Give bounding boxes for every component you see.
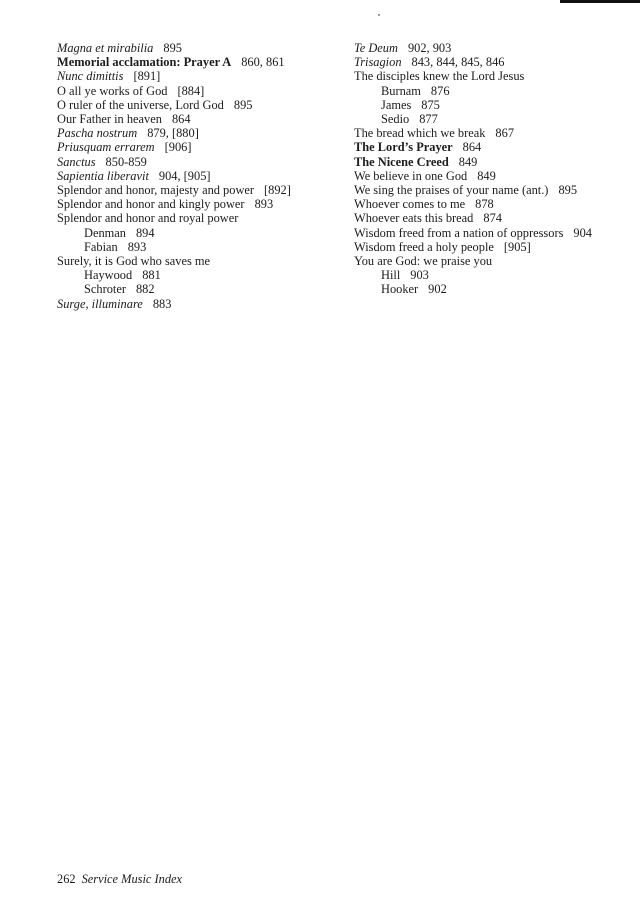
index-subentry [57,268,327,282]
index-entry [354,254,634,268]
entry-title: Sapientia liberavit [57,168,149,183]
entry-title: Whoever eats this bread [354,211,474,226]
entry-title: Magna et mirabilia [57,41,154,55]
index-subentry [354,84,634,98]
entry-reference: 894 [135,225,155,240]
entry-reference: [891] [133,69,161,84]
entry-reference: 875 [421,97,440,112]
entry-reference: 893 [254,197,274,212]
entry-title: Trisagion [354,55,402,70]
entry-title: O ruler of the universe, Lord God [57,97,224,112]
entry-title: Splendor and honor and kingly power [57,197,245,212]
index-entry [354,126,634,140]
entry-title: Whoever comes to me [354,197,466,212]
entry-reference: 883 [152,296,172,311]
index-entry [57,169,327,183]
entry-reference: 849 [458,154,478,169]
entry-reference: 864 [171,112,191,127]
entry-reference: [892] [264,183,291,198]
index-entry [354,211,634,225]
page-speck [378,14,380,16]
entry-reference: [906] [164,140,192,155]
index-entry [57,183,327,197]
index-entry [57,211,327,225]
entry-reference: 904 [573,225,592,240]
index-entry [57,197,327,211]
entry-reference: 876 [430,83,450,98]
entry-reference: 882 [135,282,155,297]
entry-title: Surge, illuminare [57,296,143,311]
index-entry [354,169,634,183]
entry-title: Splendor and honor and royal power [57,211,239,226]
entry-reference: 881 [142,268,161,283]
entry-reference: 864 [462,140,482,155]
entry-title: Pascha nostrum [57,126,138,141]
index-subentry [354,112,634,126]
entry-title: Wisdom freed a holy people [354,239,494,254]
index-left-column [57,41,327,311]
entry-title: Sedio [381,112,410,127]
entry-reference: [884] [177,83,205,98]
index-subentry [354,268,634,282]
entry-title: Our Father in heaven [57,112,162,127]
index-entry [354,197,634,211]
index-entry [354,41,634,55]
entry-reference: 895 [163,41,182,55]
entry-title: The Lord’s Prayer [354,140,453,155]
entry-title: Sanctus [57,154,96,169]
entry-title: The bread which we break [354,126,486,141]
entry-title: Hooker [381,282,419,297]
index-subentry [354,282,634,296]
footer-title: Service Music Index [81,872,183,886]
index-entry [57,55,327,69]
entry-title: Splendor and honor, majesty and power [57,183,255,198]
entry-title: The disciples knew the Lord Jesus [354,69,525,84]
entry-title: Nunc dimittis [57,69,124,84]
index-entry [57,126,327,140]
entry-title: O all ye works of God [57,83,168,98]
entry-title: The Nicene Creed [354,154,449,169]
entry-reference: 904, [905] [158,168,211,183]
index-right-column [354,41,634,297]
index-entry [57,297,327,311]
entry-title: Burnam [381,83,421,98]
entry-reference: 878 [475,197,494,212]
page-footer [57,872,182,887]
entry-reference: 860, 861 [241,55,285,70]
page-number: 262 [57,872,76,886]
index-subentry [354,98,634,112]
index-entry [57,69,327,83]
top-rule [560,0,640,3]
entry-reference: 843, 844, 845, 846 [411,55,505,70]
entry-reference: 850-859 [105,154,147,169]
index-entry [354,140,634,154]
entry-title: Surely, it is God who saves me [57,254,211,269]
entry-reference: 877 [419,112,438,127]
index-entry [57,98,327,112]
entry-reference: 903 [410,268,429,283]
index-entry [354,183,634,197]
index-entry [354,69,634,83]
entry-title: Haywood [84,268,133,283]
index-entry [57,84,327,98]
entry-title: Priusquam errarem [57,140,155,155]
entry-reference: 874 [483,211,502,226]
index-entry [57,112,327,126]
entry-title: Schroter [84,282,126,297]
entry-reference: 895 [233,97,253,112]
entry-title: Memorial acclamation: Prayer A [57,55,232,70]
index-entry [57,140,327,154]
index-subentry [57,282,327,296]
index-entry [354,226,634,240]
entry-title: We sing the praises of your name (ant.) [354,183,549,198]
entry-title: Wisdom freed from a nation of oppressors [354,225,564,240]
entry-reference: 893 [127,239,147,254]
index-subentry [57,240,327,254]
entry-title: James [381,97,412,112]
entry-reference: 902 [428,282,447,297]
index-entry [354,240,634,254]
index-entry [57,155,327,169]
entry-title: Fabian [84,239,118,254]
entry-title: Te Deum [354,41,398,55]
index-entry [57,41,327,55]
entry-reference: 879, [880] [147,126,199,141]
index-entry [57,254,327,268]
index-entry [354,155,634,169]
entry-title: Hill [381,268,401,283]
entry-reference: 895 [558,183,578,198]
entry-title: We believe in one God [354,168,468,183]
index-entry [354,55,634,69]
entry-reference: 867 [495,126,515,141]
entry-title: Denman [84,225,126,240]
entry-title: You are God: we praise you [354,254,493,269]
entry-reference: 849 [477,168,496,183]
index-subentry [57,226,327,240]
entry-reference: [905] [503,239,531,254]
entry-reference: 902, 903 [407,41,452,55]
